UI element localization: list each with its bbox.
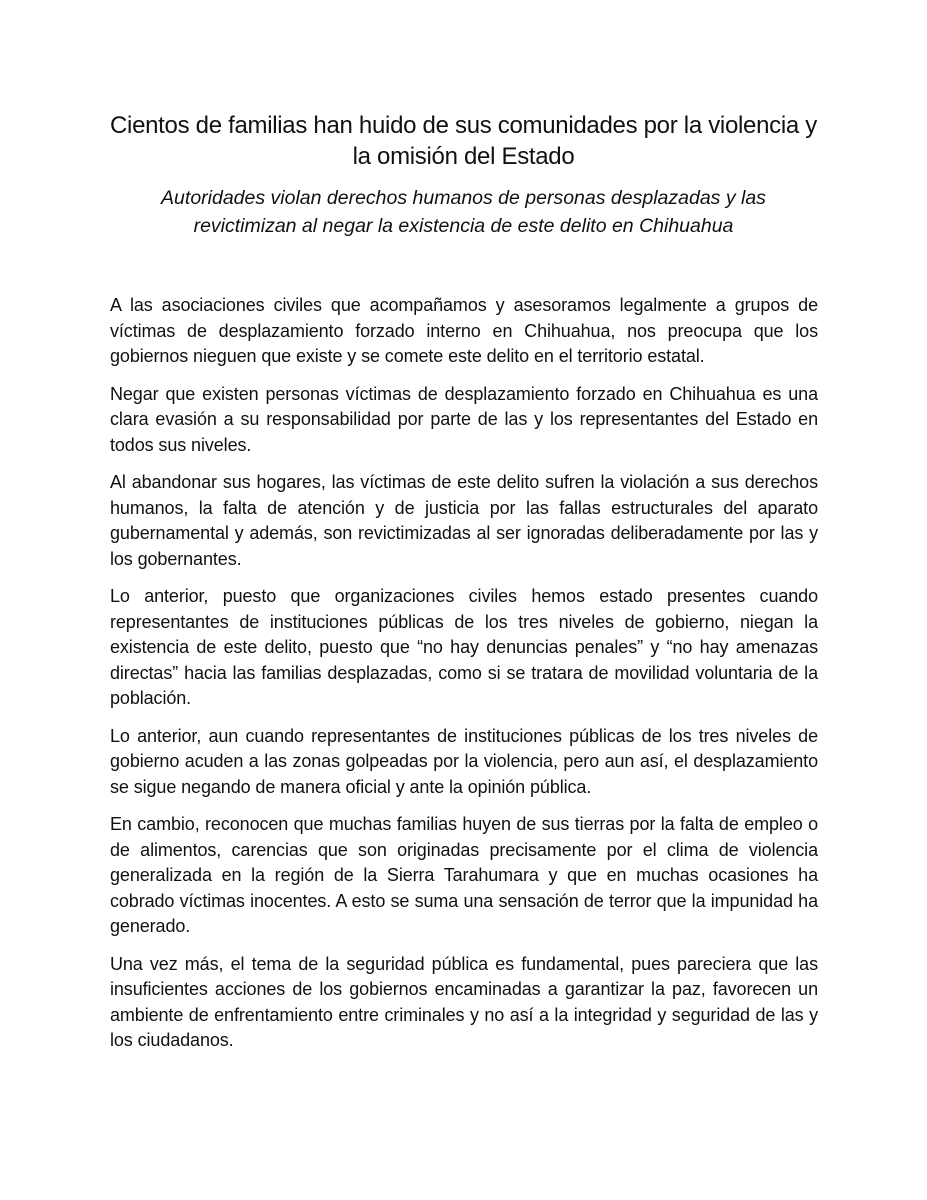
paragraph-1: A las asociaciones civiles que acompañamos y asesoramos legalmente a grupos de víctimas de desplazamiento forzado interno en Chihuahua, nos preocupa que los gobiernos nieguen que existe y se comete este delito en el territorio estatal. xyxy=(110,295,818,366)
paragraph-5: Lo anterior, aun cuando representantes de instituciones públicas de los tres niveles de gobierno acuden a las zonas golpeadas por la violencia, pero aun así, el desplazamiento se sigue negando de manera oficial y ante la opinión pública. xyxy=(110,725,818,797)
paragraph-7: Una vez más, el tema de la seguridad pública es fundamental, pues pareciera que las insuficientes acciones de los gobiernos encaminadas a garantizar la paz, favorecen un ambiente de enfrentamiento entre criminales y no así a la integridad y seguridad de las y los ciudadanos. xyxy=(110,953,818,1050)
document-body xyxy=(110,293,818,1066)
paragraph-4: Lo anterior, puesto que organizaciones civiles hemos estado presentes cuando representantes de instituciones públicas de los tres niveles de gobierno, niegan la existencia de este delito, puesto que “no hay denuncias penales” y “no hay amenazas directas” hacia las familias desplazadas, como si se tratara de movilidad voluntaria de la población. xyxy=(110,586,818,708)
document-title: Cientos de familias han huido de sus comunidades por la violencia y la omisión del Estado xyxy=(110,112,817,170)
document-subtitle: Autoridades violan derechos humanos de personas desplazadas y las revictimizan al negar la existencia de este delito en Chihuahua xyxy=(161,187,766,237)
paragraph-6: En cambio, reconocen que muchas familias huyen de sus tierras por la falta de empleo o de alimentos, carencias que son originadas precisamente por el clima de violencia generalizada en la región de la Sierra Tarahumara y que en muchas ocasiones ha cobrado víctimas inocentes. A esto se suma una sensación de terror que la impunidad ha generado. xyxy=(110,814,818,936)
paragraph-3: Al abandonar sus hogares, las víctimas de este delito sufren la violación a sus derechos humanos, la falta de atención y de justicia por las fallas estructurales del aparato gubernamental y además, son revictimizadas al ser ignoradas deliberadamente por las y los gobernantes. xyxy=(110,472,818,569)
paragraph-2: Negar que existen personas víctimas de desplazamiento forzado en Chihuahua es una clara evasión a su responsabilidad por parte de las y los representantes del Estado en todos sus niveles. xyxy=(110,383,818,455)
